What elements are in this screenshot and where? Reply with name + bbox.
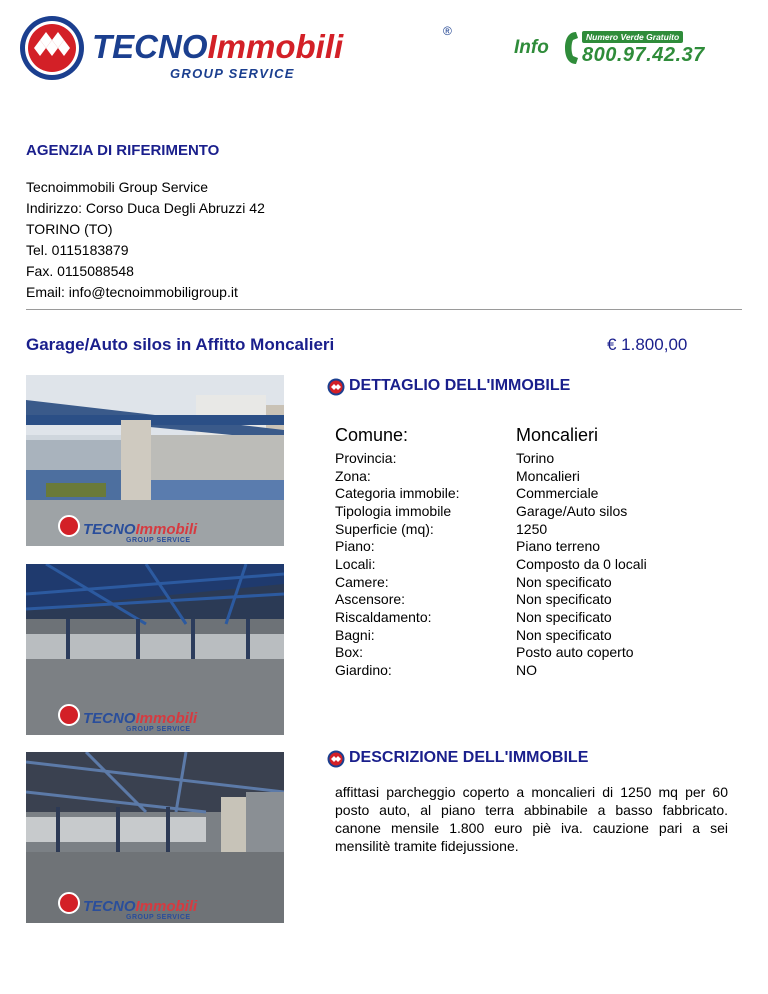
property-photo-2[interactable] [26,564,284,735]
section-logo-icon [327,378,345,396]
description-section-title: DESCRIZIONE DELL'IMMOBILE [349,749,589,766]
detail-value: Torino [516,450,555,466]
agency-name: Tecnoimmobili Group Service [26,179,209,195]
detail-label: Bagni: [335,627,375,643]
detail-value: Non specificato [516,609,612,625]
detail-label: Box: [335,644,364,660]
agency-fax: Fax. 0115088548 [26,263,134,279]
detail-value: Non specificato [516,627,612,643]
detail-label: Superficie (mq): [335,521,434,537]
photo-watermark-sub: GROUP SERVICE [126,914,191,921]
detail-label: Giardino: [335,662,392,678]
brand-tecno: TECNO [92,28,208,65]
detail-value: Composto da 0 locali [516,556,647,572]
detail-value: Moncalieri [516,468,580,484]
detail-value: Posto auto coperto [516,644,634,660]
listing-price: € 1.800,00 [607,335,688,354]
section-logo-icon [327,750,345,768]
photo-watermark: TECNOImmobili [58,892,197,915]
registered-mark: ® [443,24,452,38]
toll-free-badge: Numero Verde Gratuito [582,31,683,43]
agency-email[interactable]: Email: info@tecnoimmobiligroup.it [26,284,238,300]
detail-value: Commerciale [516,485,599,501]
agency-phone: Tel. 0115183879 [26,242,129,258]
detail-label: Provincia: [335,450,397,466]
detail-label: Camere: [335,574,389,590]
group-service-tagline: GROUP SERVICE [170,66,295,81]
photo-watermark: TECNOImmobili [58,515,197,538]
comune-label: Comune: [335,425,409,445]
property-photo-1[interactable] [26,375,284,546]
detail-label: Categoria immobile: [335,485,460,501]
detail-label: Riscaldamento: [335,609,432,625]
detail-label: Tipologia immobile [335,503,452,519]
comune-value: Moncalieri [516,425,599,445]
property-photo-3[interactable] [26,752,284,923]
toll-free-phone-number[interactable]: 800.97.42.37 [582,44,705,66]
phone-handset-icon [562,30,580,66]
detail-label: Locali: [335,556,376,572]
agency-address: Indirizzo: Corso Duca Degli Abruzzi 42 [26,200,265,216]
detail-value: 1250 [516,521,548,537]
detail-label: Ascensore: [335,591,406,607]
detail-value: Garage/Auto silos [516,503,628,519]
detail-label: Zona: [335,468,371,484]
detail-value: Piano terreno [516,538,601,554]
photo-watermark-sub: GROUP SERVICE [126,537,191,544]
agency-city: TORINO (TO) [26,221,113,237]
detail-value: NO [516,662,537,678]
detail-value: Non specificato [516,591,612,607]
company-logo-emblem [18,14,86,82]
detail-value: Non specificato [516,574,612,590]
description-text: affittasi parcheggio coperto a moncalieri di 1250 mq per 60 posto auto, al piano terra abbinabile a basso fabbricato. canone mensile 1.800 euro piè iva. cauzione pari a sei mensilitè tramite fidejussione. [335,784,728,854]
details-section-title: DETTAGLIO DELL'IMMOBILE [349,377,571,394]
listing-title: Garage/Auto silos in Affitto Moncalieri [26,335,335,354]
info-label: Info [514,37,549,58]
detail-label: Piano: [335,538,375,554]
brand-name [92,28,343,66]
section-divider [26,309,742,310]
photo-watermark-sub: GROUP SERVICE [126,726,191,733]
agency-section-title: AGENZIA DI RIFERIMENTO [26,142,220,159]
brand-immobili: Immobili [207,28,344,65]
photo-watermark: TECNOImmobili [58,704,197,727]
